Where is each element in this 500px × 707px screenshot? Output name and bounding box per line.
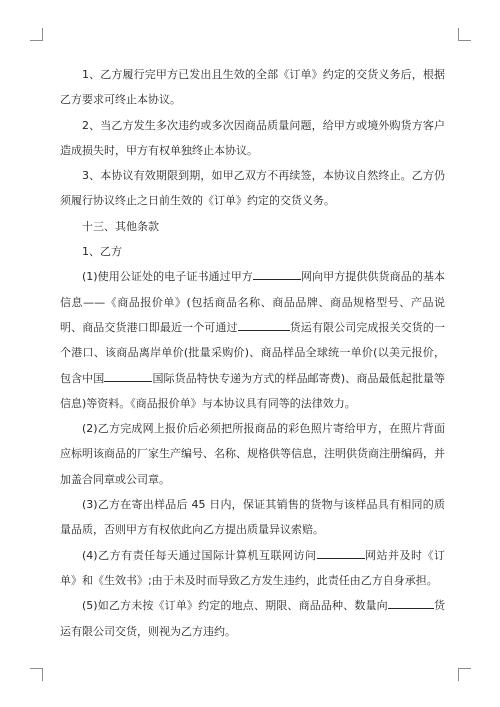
crop-mark-bottom-right [458,668,471,681]
item-1-text-a: (1)使用公证处的电子证书通过甲方 [82,270,253,284]
item-1 [60,264,445,416]
termination-clause-2: 2、当乙方发生多次违约或多次因商品质量问题，给甲方或境外购货方客户造成损失时，甲方有权单独终止本协议。 [60,118,445,157]
termination-clause-1: 1、乙方履行完甲方已发出且生效的全部《订单》约定的交货义务后，根据乙方要求可终止本协议。 [60,68,445,107]
item-4-text-b: 网站并及时《订单》和《生效书》;由于未及时而导致乙方发生违约，此责任由乙方自身承担。 [60,548,445,587]
section-title: 十三、其他条款 [82,219,159,233]
item-1-text-b: 网向甲方提供供货商品的基本信息——《商品报价单》(包括商品名称、商品品牌、商品规格型号、产品说明、商品交货港口即最近一个可通过 [60,270,445,334]
termination-clause-3: 3、本协议有效期限到期，如甲乙双方不再续签，本协议自然终止。乙方仍须履行协议终止之日前生效的《订单》约定的交货义务。 [60,169,445,208]
item-2: (2)乙方完成网上报价后必须把所报商品的彩色照片寄给甲方，在照片背面应标明该商品的厂家生产编号、名称、规格供等信息，注明供货商注册编码，并加盖合同章或公司章。 [60,422,445,486]
crop-mark-top-right [458,28,471,41]
blank-field [253,267,301,280]
item-1-text-c: 货运有限公司完成报关交货的一个港口、该商品离岸单价(批量采购价)、商品样品全球统一单价(以美元报价，包含中国 [60,320,446,385]
blank-field [388,596,434,609]
blank-field [317,546,365,559]
crop-mark-top-left [30,28,43,41]
item-3: (3)乙方在寄出样品后 45 日内，保证其销售的货物与该样品具有相同的质量品质，否则甲方有权依此向乙方提出质量异议索赔。 [60,498,445,537]
item-5 [60,593,445,644]
crop-mark-bottom-left [30,668,43,681]
blank-field [238,318,290,331]
item-4 [60,543,445,594]
blank-field [104,369,152,382]
document-body [60,62,445,644]
subsection-title: 1、乙方 [82,245,122,259]
item-4-text-a: (4)乙方有责任每天通过国际计算机互联网访问 [82,548,317,562]
item-1-text-d: 国际货品特快专递为方式的样品邮寄费)、商品最低起批量等信息)等资料。《商品报价单》与本协议具有同等的法律效力。 [60,371,446,410]
item-5-text-b: 货运有限公司交货，则视为乙方违约。 [60,599,446,638]
item-5-text-a: (5)如乙方未按《订单》约定的地点、期限、商品品种、数量向 [82,599,388,613]
